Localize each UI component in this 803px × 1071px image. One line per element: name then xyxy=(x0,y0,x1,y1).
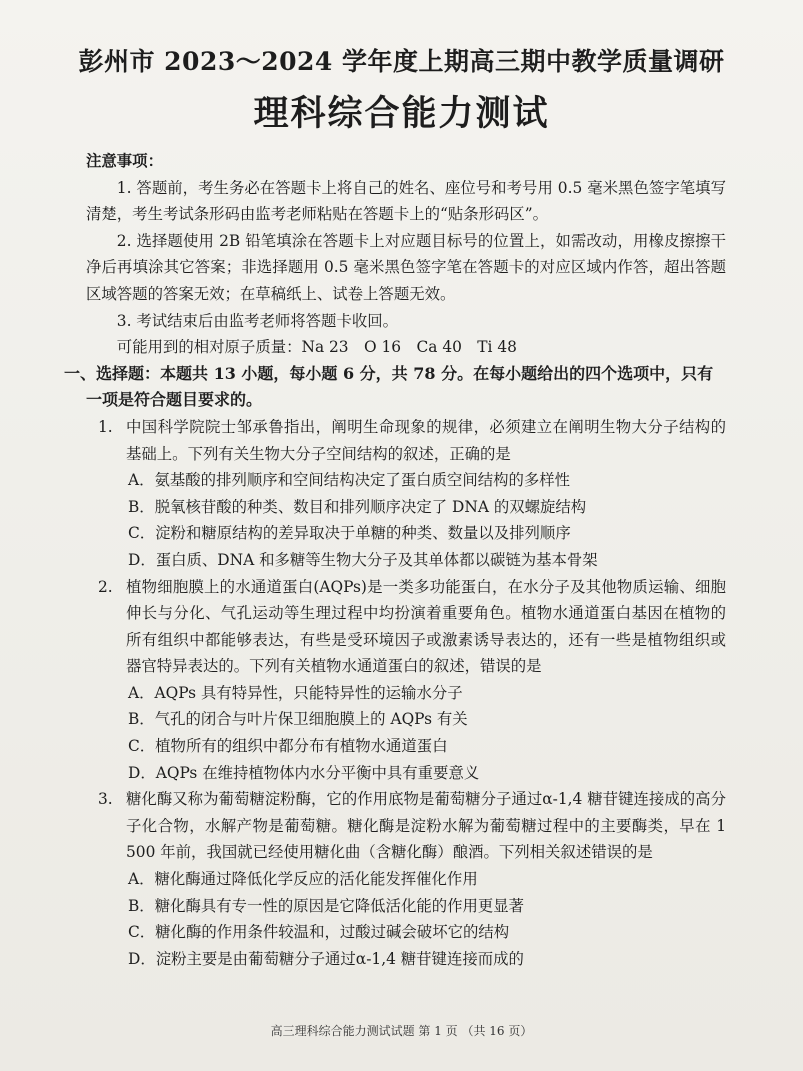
question-number: 1. xyxy=(98,417,113,436)
question-stem: 植物细胞膜上的水通道蛋白(AQPs)是一类多功能蛋白，在水分子及其他物质运输、细胞伸长与分化、气孔运动等生理过程中均扮演着重要角色。植物水通道蛋白基因在植物的所有组织中都能够表达，有些是受环境因子或激素诱导表达的，还有一些是植物组织或器官特异表达的。下列有关植物水通道蛋白的叙述，错误的是 xyxy=(126,577,726,676)
option-a: A．氨基酸的排列顺序和空间结构决定了蛋白质空间结构的多样性 xyxy=(128,471,571,490)
question-2 xyxy=(86,574,726,787)
exam-body xyxy=(64,148,726,972)
option-b: B．糖化酶具有专一性的原因是它降低活化能的作用更显著 xyxy=(128,896,525,915)
question-1 xyxy=(86,414,726,574)
option-c: C．糖化酶的作用条件较温和，过酸过碱会破坏它的结构 xyxy=(128,923,510,942)
exam-subject: 理科综合能力测试 xyxy=(253,93,550,134)
question-stem: 中国科学院院士邹承鲁指出，阐明生命现象的规律，必须建立在阐明生物大分子结构的基础上。下列有关生物大分子空间结构的叙述，正确的是 xyxy=(126,417,726,463)
option-a: A．AQPs 具有特异性，只能特异性的运输水分子 xyxy=(128,683,463,702)
option-a: A．糖化酶通过降低化学反应的活化能发挥催化作用 xyxy=(128,870,478,889)
question-stem: 糖化酶又称为葡萄糖淀粉酶，它的作用底物是葡萄糖分子通过α-1,4 糖苷键连接成的高分子化合物，水解产物是葡萄糖。糖化酶是淀粉水解为葡萄糖过程中的主要酶类，早在 1 500 年前，我国就已经使用糖化曲（含糖化酶）酿酒。下列相关叙述错误的是 xyxy=(126,790,726,862)
note-item-3: 3. 考试结束后由监考老师将答题卡收回。 xyxy=(116,311,399,330)
option-c: C．淀粉和糖原结构的差异取决于单糖的种类、数量以及排列顺序 xyxy=(128,524,571,543)
atomic-masses: 可能用到的相对原子质量：Na 23 O 16 Ca 40 Ti 48 xyxy=(116,338,517,357)
option-d: D．蛋白质、DNA 和多糖等生物大分子及其单体都以碳链为基本骨架 xyxy=(128,550,598,569)
question-3 xyxy=(86,786,726,972)
notes-heading: 注意事项： xyxy=(86,152,163,170)
note-item-2: 2. 选择题使用 2B 铅笔填涂在答题卡上对应题目标号的位置上，如需改动，用橡皮擦擦干净后再填涂其它答案；非选择题用 0.5 毫米黑色签字笔在答题卡的对应区域内作答，超出答题区域答题的答案无效；在草稿纸上、试卷上答题无效。 xyxy=(86,231,726,303)
exam-title: 彭州市 2023～2024 学年度上期高三期中教学质量调研 xyxy=(78,47,725,76)
note-item-1: 1. 答题前，考生务必在答题卡上将自己的姓名、座位号和考号用 0.5 毫米黑色签字笔填写清楚，考生考试条形码由监考老师粘贴在答题卡上的“贴条形码区”。 xyxy=(86,178,726,224)
option-d: D．AQPs 在维持植物体内水分平衡中具有重要意义 xyxy=(128,763,480,782)
option-b: B．脱氧核苷酸的种类、数目和排列顺序决定了 DNA 的双螺旋结构 xyxy=(128,497,587,516)
option-b: B．气孔的闭合与叶片保卫细胞膜上的 AQPs 有关 xyxy=(128,710,468,729)
section-heading: 一、选择题：本题共 13 小题，每小题 6 分，共 78 分。在每小题给出的四个选项中，只有一项是符合题目要求的。 xyxy=(64,363,714,410)
question-number: 2. xyxy=(98,577,113,596)
option-d: D．淀粉主要是由葡萄糖分子通过α-1,4 糖苷键连接而成的 xyxy=(128,949,524,968)
page-footer: 高三理科综合能力测试试题 第 1 页 （共 16 页） xyxy=(270,1024,533,1038)
question-number: 3. xyxy=(98,790,113,809)
option-c: C．植物所有的组织中都分布有植物水通道蛋白 xyxy=(128,737,448,756)
